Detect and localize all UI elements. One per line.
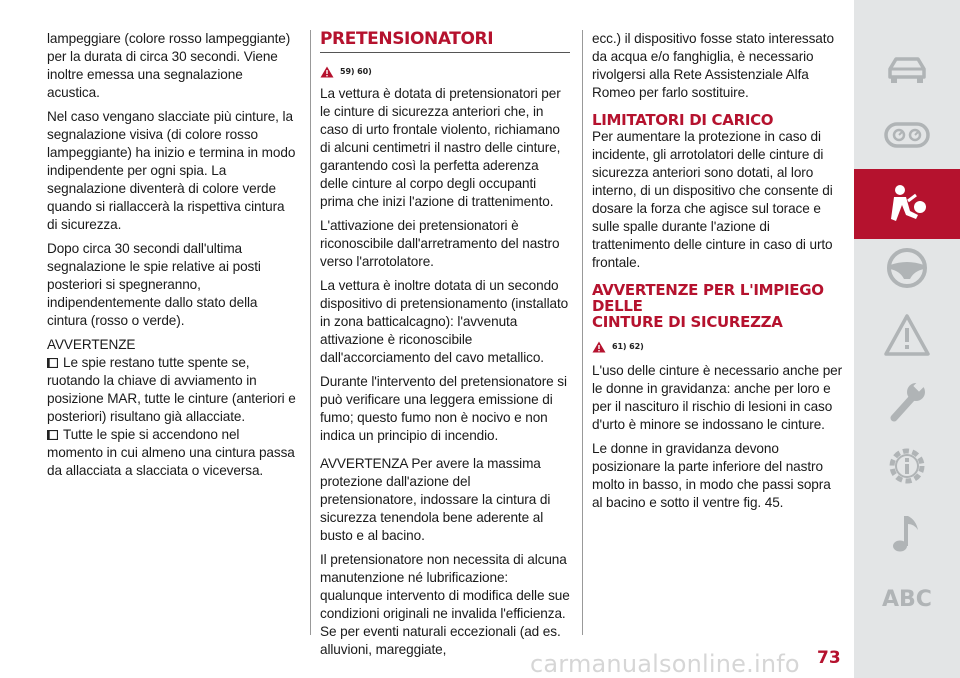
column-middle — [320, 30, 570, 665]
paragraph: Nel caso vengano slacciate più cinture, la segnalazione visiva (di colore rosso lampeggiante) ha inizio e termina in modo indipendente per ogni spia. La segnalazione diventerà di colore verde quando si riallaccerà la rispettiva cintura di sicurezza. — [47, 109, 296, 232]
note-item: Tutte le spie si accendono nel momento in cui almeno una cintura passa da allacciata a slacciata o viceversa. — [47, 427, 295, 478]
warning-icon[interactable] — [854, 300, 960, 370]
warning-refs — [592, 338, 844, 356]
dashboard-icon[interactable] — [854, 100, 960, 170]
warning-triangle-icon — [592, 341, 606, 353]
paragraph: ecc.) il dispositivo fosse stato interessato da acqua e/o fanghiglia, è necessario rivolgersi alla Rete Assistenziale Alfa Romeo per farlo sostituire. — [592, 31, 834, 100]
section-heading-limitatori: LIMITATORI DI CARICO — [592, 111, 774, 129]
book-icon — [47, 430, 58, 440]
safety-icon[interactable] — [854, 169, 960, 239]
section-heading-avvertenze: AVVERTENZE PER L'IMPIEGO DELLE — [592, 281, 824, 315]
wrench-icon[interactable] — [854, 366, 960, 436]
note-item: Le spie restano tutte spente se, ruotando la chiave di avviamento in posizione MAR, tutte le cinture (anteriori e posteriori) risultano già allacciate. — [47, 355, 296, 424]
info-gear-icon[interactable] — [854, 431, 960, 501]
warning-ref-numbers: 61) 62) — [612, 342, 644, 351]
paragraph: La vettura è inoltre dotata di un secondo dispositivo di pretensionamento (installato in zona batticalcagno): l'avvenuta attivazione è riconoscibile dall'accorciamento del cavo metallico. — [320, 278, 569, 365]
section-heading-avvertenze-line2: CINTURE DI SICUREZZA — [592, 313, 783, 331]
abc-index-button[interactable] — [854, 564, 960, 634]
chapter-sidebar — [854, 0, 960, 678]
warning-ref-numbers: 59) 60) — [340, 67, 372, 76]
book-icon — [47, 358, 58, 368]
paragraph: Per aumentare la protezione in caso di incidente, gli arrotolatori delle cinture di sicurezza anteriori sono dotati, al loro interno, di un dispositivo che consente di dosare la forza che agisce sul torace e sulle spalle durante l'azione di trattenimento delle cinture in caso di urto frontale. — [592, 129, 833, 270]
abc-label: ABC — [882, 586, 932, 612]
watermark: carmanualsonline.info — [530, 650, 800, 678]
column-divider — [310, 30, 311, 635]
column-left — [47, 30, 297, 486]
warning-refs — [320, 63, 570, 81]
section-title: PRETENSIONATORI — [320, 30, 570, 53]
page-number: 73 — [817, 648, 841, 668]
paragraph: L'uso delle cinture è necessario anche per le donne in gravidanza: anche per loro e per il nascituro il rischio di lesioni in caso d'urto è minore se indossano le cinture. — [592, 363, 843, 432]
warning-triangle-icon — [320, 66, 334, 78]
column-divider — [582, 30, 583, 635]
column-right — [592, 30, 844, 518]
note-heading: AVVERTENZE — [47, 337, 136, 352]
paragraph: Il pretensionatore non necessita di alcuna manutenzione né lubrificazione: qualunque intervento di modifica delle sue condizioni originali ne invalida l'efficienza. Se per eventi naturali eccezionali (ad es. alluvioni, mareggiate, — [320, 552, 570, 657]
paragraph: L'attivazione dei pretensionatori è riconoscibile dall'arretramento del nastro verso l'arrotolatore. — [320, 218, 560, 269]
music-note-icon[interactable] — [854, 498, 960, 568]
paragraph: Le donne in gravidanza devono posizionare la parte inferiore del nastro molto in basso, in modo che passi sopra al bacino e sotto il ventre fig. 45. — [592, 441, 831, 510]
paragraph: Dopo circa 30 secondi dall'ultima segnalazione le spie relative ai posti posteriori si spegneranno, indipendentemente dallo stato della cintura (rosso o verde). — [47, 241, 261, 328]
car-icon[interactable] — [854, 35, 960, 105]
steering-wheel-icon[interactable] — [854, 233, 960, 303]
paragraph: AVVERTENZA Per avere la massima protezione dall'azione del pretensionatore, indossare la cintura di sicurezza tenendola bene aderente al busto e al bacino. — [320, 456, 551, 543]
paragraph: La vettura è dotata di pretensionatori per le cinture di sicurezza anteriori che, in caso di urto frontale violento, richiamano di alcuni centimetri il nastro delle cinture, garantendo così la perfetta aderenza delle cinture al corpo degli occupanti prima che inizi l'azione di trattenimento. — [320, 86, 561, 209]
paragraph: lampeggiare (colore rosso lampeggiante) per la durata di circa 30 secondi. Viene inoltre emessa una segnalazione acustica. — [47, 31, 291, 100]
paragraph: Durante l'intervento del pretensionatore si può verificare una leggera emissione di fumo; questo fumo non è nocivo e non indica un principio di incendio. — [320, 374, 567, 443]
